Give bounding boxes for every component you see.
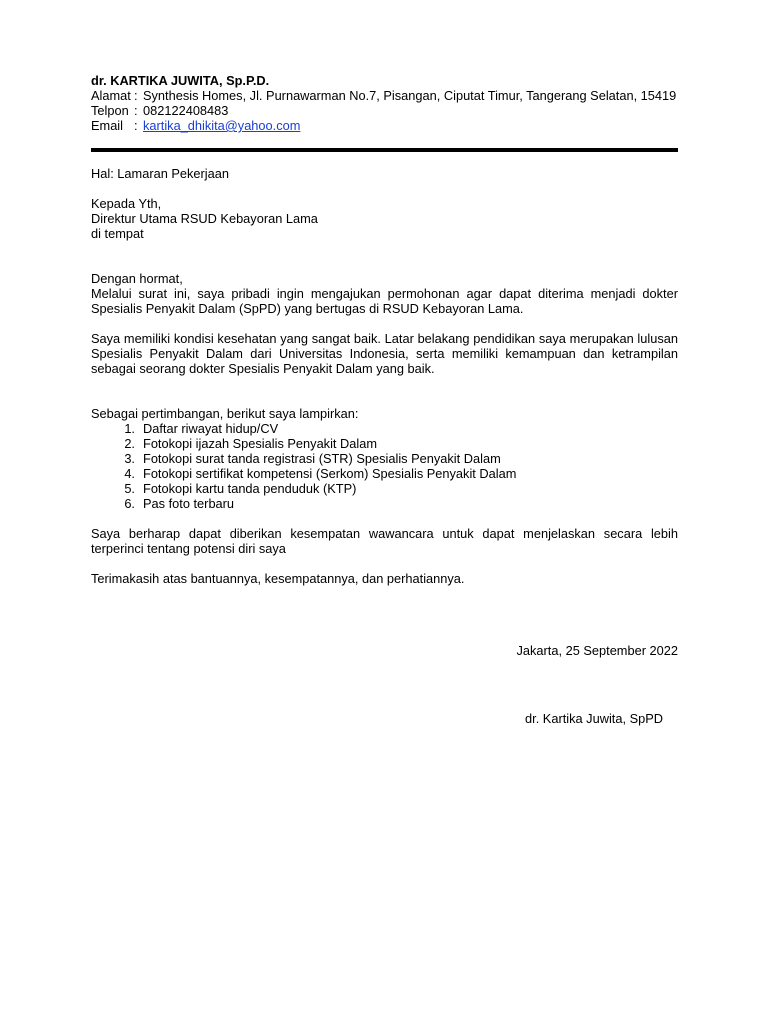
recipient-salutation: Kepada Yth, [91, 196, 162, 211]
email-label: Email [91, 118, 123, 133]
header-divider [91, 148, 678, 152]
address-value: Synthesis Homes, Jl. Purnawarman No.7, Pisangan, Ciputat Timur, Tangerang Selatan, 15419 [143, 88, 677, 103]
list-item-number: 3. [124, 451, 135, 466]
letter-date: Jakarta, 25 September 2022 [516, 643, 678, 658]
thanks-line: Terimakasih atas bantuannya, kesempatannya, dan perhatiannya. [91, 571, 465, 586]
address-separator: : [134, 88, 138, 103]
list-item [91, 451, 678, 466]
address-row [91, 88, 678, 103]
list-item-number: 4. [124, 466, 135, 481]
attachments-list [91, 421, 678, 511]
greeting: Dengan hormat, [91, 271, 183, 286]
list-item-text: Fotokopi sertifikat kompetensi (Serkom) Spesialis Penyakit Dalam [143, 466, 517, 481]
recipient-location: di tempat [91, 226, 144, 241]
email-row [91, 118, 678, 133]
phone-row [91, 103, 678, 118]
attachments-intro: Sebagai pertimbangan, berikut saya lampirkan: [91, 406, 359, 421]
address-label: Alamat [91, 88, 131, 103]
recipient-block [91, 196, 678, 241]
list-item-number: 6. [124, 496, 135, 511]
signature-name: dr. Kartika Juwita, SpPD [525, 711, 663, 726]
list-item-text: Daftar riwayat hidup/CV [143, 421, 279, 436]
list-item-number: 2. [124, 436, 135, 451]
list-item [91, 466, 678, 481]
list-item-text: Fotokopi ijazah Spesialis Penyakit Dalam [143, 436, 378, 451]
sender-name: dr. KARTIKA JUWITA, Sp.P.D. [91, 73, 270, 88]
list-item-text: Fotokopi surat tanda registrasi (STR) Spesialis Penyakit Dalam [143, 451, 501, 466]
list-item-text: Fotokopi kartu tanda penduduk (KTP) [143, 481, 357, 496]
email-separator: : [134, 118, 138, 133]
list-item [91, 421, 678, 436]
letter-page [91, 73, 678, 726]
phone-label: Telpon [91, 103, 129, 118]
list-item [91, 436, 678, 451]
phone-value: 082122408483 [143, 103, 229, 118]
phone-separator: : [134, 103, 138, 118]
subject-line: Hal: Lamaran Pekerjaan [91, 166, 229, 181]
list-item-number: 1. [124, 421, 135, 436]
list-item-number: 5. [124, 481, 135, 496]
list-item [91, 481, 678, 496]
recipient-title: Direktur Utama RSUD Kebayoran Lama [91, 211, 318, 226]
list-item-text: Pas foto terbaru [143, 496, 235, 511]
email-link[interactable]: kartika_dhikita@yahoo.com [143, 118, 301, 133]
body-paragraph-1: Melalui surat ini, saya pribadi ingin mengajukan permohonan agar dapat diterima menjadi dokter Spesialis Penyakit Dalam (SpPD) yang bertugas di RSUD Kebayoran Lama. [91, 286, 678, 316]
body-paragraph-2: Saya memiliki kondisi kesehatan yang sangat baik. Latar belakang pendidikan saya merupakan lulusan Spesialis Penyakit Dalam dari Universitas Indonesia, serta memiliki kemampuan dan ketrampilan sebagai seorang dokter Spesialis Penyakit Dalam yang baik. [91, 331, 678, 376]
closing-paragraph: Saya berharap dapat diberikan kesempatan wawancara untuk dapat menjelaskan secara lebih terperinci tentang potensi diri saya [91, 526, 678, 556]
list-item [91, 496, 678, 511]
